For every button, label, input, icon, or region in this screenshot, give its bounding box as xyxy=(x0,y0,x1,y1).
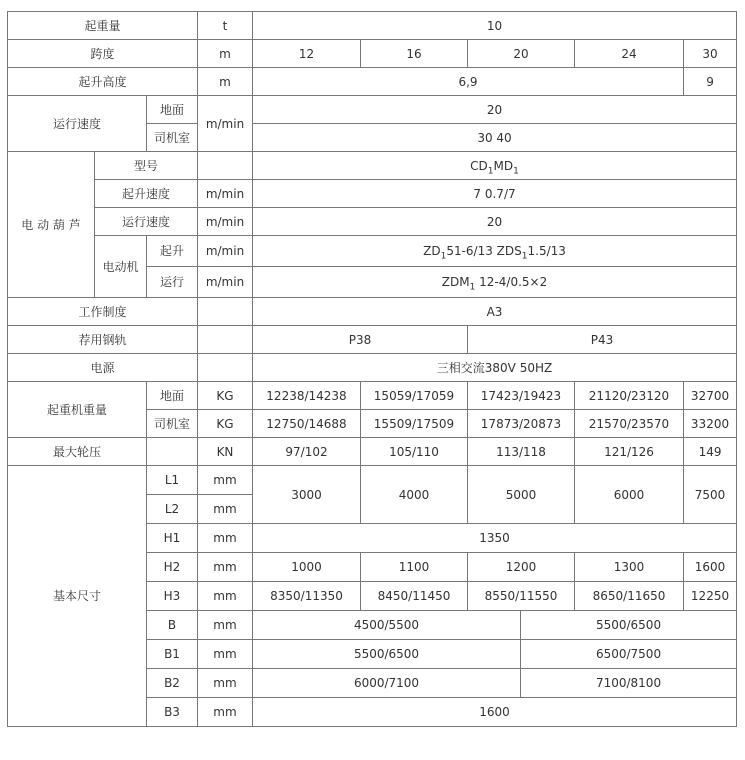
run-speed-cab-value: 30 40 xyxy=(253,124,737,152)
dim-h3-value: 8550/11550 xyxy=(468,582,575,611)
crane-weight-value: 21570/23570 xyxy=(575,410,684,438)
duty-value: A3 xyxy=(253,298,737,326)
dim-b3-value: 1600 xyxy=(253,698,737,727)
dim-b2-label: B2 xyxy=(147,669,198,698)
hoist-travel-speed-label: 运行速度 xyxy=(95,208,198,236)
row-run-speed-ground xyxy=(8,96,737,124)
span-value: 20 xyxy=(468,40,575,68)
span-value: 30 xyxy=(684,40,737,68)
dim-h3-value: 8650/11650 xyxy=(575,582,684,611)
dim-unit: mm xyxy=(198,698,253,727)
crane-weight-value: 32700 xyxy=(684,382,737,410)
motor-travel-label: 运行 xyxy=(147,267,198,298)
dim-b2-value: 6000/7100 xyxy=(253,669,521,698)
motor-travel-unit: m/min xyxy=(198,267,253,298)
row-wheel-pressure xyxy=(8,438,737,466)
dim-unit: mm xyxy=(198,669,253,698)
span-value: 12 xyxy=(253,40,361,68)
dim-h2-label: H2 xyxy=(147,553,198,582)
run-speed-ground-label: 地面 xyxy=(147,96,198,124)
wheel-pressure-unit: KN xyxy=(198,438,253,466)
dim-b-value: 5500/6500 xyxy=(521,611,737,640)
wheel-pressure-value: 105/110 xyxy=(361,438,468,466)
crane-weight-ground-label: 地面 xyxy=(147,382,198,410)
dim-h3-value: 8350/11350 xyxy=(253,582,361,611)
wheel-pressure-value: 121/126 xyxy=(575,438,684,466)
dim-h2-value: 1100 xyxy=(361,553,468,582)
crane-weight-value: 17873/20873 xyxy=(468,410,575,438)
hoist-lift-speed-label: 起升速度 xyxy=(95,180,198,208)
run-speed-label: 运行速度 xyxy=(8,96,147,152)
span-value: 16 xyxy=(361,40,468,68)
hoist-travel-speed-value: 20 xyxy=(253,208,737,236)
dim-l-value: 4000 xyxy=(361,466,468,524)
motor-lift-unit: m/min xyxy=(198,236,253,267)
row-weight-ground xyxy=(8,382,737,410)
dim-b-value: 4500/5500 xyxy=(253,611,521,640)
dim-b1-label: B1 xyxy=(147,640,198,669)
row-capacity xyxy=(8,12,737,40)
crane-weight-value: 12238/14238 xyxy=(253,382,361,410)
run-speed-cab-label: 司机室 xyxy=(147,124,198,152)
crane-weight-unit: KG xyxy=(198,410,253,438)
duty-label: 工作制度 xyxy=(8,298,198,326)
row-hoist-travel-speed xyxy=(8,208,737,236)
lift-height-label: 起升高度 xyxy=(8,68,198,96)
wheel-pressure-value: 149 xyxy=(684,438,737,466)
lift-height-unit: m xyxy=(198,68,253,96)
dim-unit: mm xyxy=(198,640,253,669)
wheel-pressure-label: 最大轮压 xyxy=(8,438,147,466)
wheel-pressure-value: 97/102 xyxy=(253,438,361,466)
motor-label: 电动机 xyxy=(95,236,147,298)
hoist-label: 电 动 葫 芦 xyxy=(8,152,95,298)
lift-height-value: 6,9 xyxy=(253,68,684,96)
capacity-label: 起重量 xyxy=(8,12,198,40)
dim-b1-value: 6500/7500 xyxy=(521,640,737,669)
row-dim-l1 xyxy=(8,466,737,495)
wheel-pressure-value: 113/118 xyxy=(468,438,575,466)
crane-weight-value: 15509/17509 xyxy=(361,410,468,438)
crane-weight-value: 21120/23120 xyxy=(575,382,684,410)
row-hoist-lift-speed xyxy=(8,180,737,208)
row-span xyxy=(8,40,737,68)
dim-l-value: 3000 xyxy=(253,466,361,524)
dim-b-label: B xyxy=(147,611,198,640)
row-hoist-model xyxy=(8,152,737,180)
dim-l-value: 5000 xyxy=(468,466,575,524)
dim-h2-value: 1200 xyxy=(468,553,575,582)
empty-cell xyxy=(198,354,253,382)
dim-h2-value: 1600 xyxy=(684,553,737,582)
motor-travel-value: $ZDM_1$ 12-4/0.5×2 xyxy=(253,267,737,298)
dim-unit: mm xyxy=(198,495,253,524)
span-value: 24 xyxy=(575,40,684,68)
dim-l1-label: L1 xyxy=(147,466,198,495)
rail-value: P38 xyxy=(253,326,468,354)
capacity-unit: t xyxy=(198,12,253,40)
spec-table xyxy=(7,11,737,727)
empty-cell xyxy=(198,326,253,354)
dim-unit: mm xyxy=(198,611,253,640)
crane-weight-value: 15059/17059 xyxy=(361,382,468,410)
motor-lift-value: $ZD_151-6/13$ $ZDS_11.5/13$ xyxy=(253,236,737,267)
dim-unit: mm xyxy=(198,524,253,553)
hoist-lift-speed-value: 7 0.7/7 xyxy=(253,180,737,208)
dim-b2-value: 7100/8100 xyxy=(521,669,737,698)
motor-lift-label: 起升 xyxy=(147,236,198,267)
row-lift-height xyxy=(8,68,737,96)
rail-label: 荐用钢轨 xyxy=(8,326,198,354)
hoist-lift-speed-unit: m/min xyxy=(198,180,253,208)
dim-unit: mm xyxy=(198,553,253,582)
dim-h3-label: H3 xyxy=(147,582,198,611)
row-power xyxy=(8,354,737,382)
power-value: 三相交流380V 50HZ xyxy=(253,354,737,382)
dim-unit: mm xyxy=(198,582,253,611)
lift-height-value: 9 xyxy=(684,68,737,96)
crane-weight-unit: KG xyxy=(198,382,253,410)
empty-cell xyxy=(147,438,198,466)
crane-weight-cab-label: 司机室 xyxy=(147,410,198,438)
dimensions-label: 基本尺寸 xyxy=(8,466,147,727)
crane-weight-value: 33200 xyxy=(684,410,737,438)
dim-h3-value: 12250 xyxy=(684,582,737,611)
dim-b3-label: B3 xyxy=(147,698,198,727)
dim-l-value: 6000 xyxy=(575,466,684,524)
row-rail xyxy=(8,326,737,354)
crane-weight-value: 17423/19423 xyxy=(468,382,575,410)
dim-l2-label: L2 xyxy=(147,495,198,524)
power-label: 电源 xyxy=(8,354,198,382)
run-speed-unit: m/min xyxy=(198,96,253,152)
dim-h3-value: 8450/11450 xyxy=(361,582,468,611)
rail-value: P43 xyxy=(468,326,737,354)
capacity-value: 10 xyxy=(253,12,737,40)
crane-weight-label: 起重机重量 xyxy=(8,382,147,438)
hoist-model-label: 型号 xyxy=(95,152,198,180)
span-label: 跨度 xyxy=(8,40,198,68)
crane-weight-value: 12750/14688 xyxy=(253,410,361,438)
dim-h2-value: 1000 xyxy=(253,553,361,582)
row-motor-lift xyxy=(8,236,737,267)
empty-cell xyxy=(198,298,253,326)
dim-unit: mm xyxy=(198,466,253,495)
hoist-travel-speed-unit: m/min xyxy=(198,208,253,236)
dim-h1-label: H1 xyxy=(147,524,198,553)
hoist-model-value: $CD_1MD_1$ xyxy=(253,152,737,180)
empty-cell xyxy=(198,152,253,180)
run-speed-ground-value: 20 xyxy=(253,96,737,124)
dim-b1-value: 5500/6500 xyxy=(253,640,521,669)
row-duty xyxy=(8,298,737,326)
dim-h1-value: 1350 xyxy=(253,524,737,553)
dim-l-value: 7500 xyxy=(684,466,737,524)
span-unit: m xyxy=(198,40,253,68)
dim-h2-value: 1300 xyxy=(575,553,684,582)
